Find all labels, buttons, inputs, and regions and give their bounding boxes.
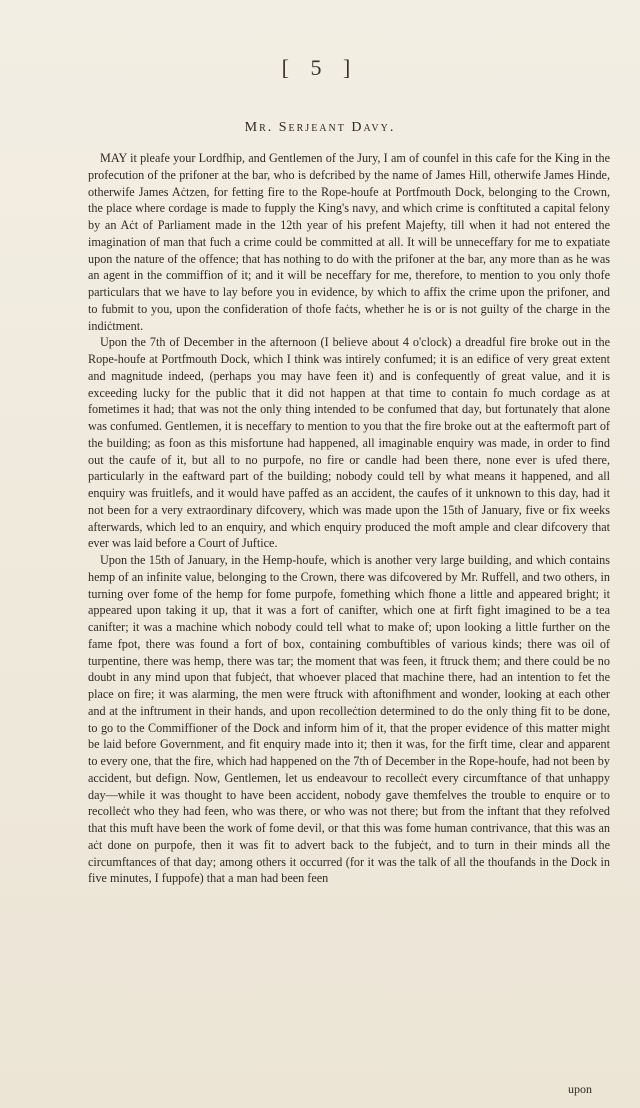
page-number: [ 5 ] (281, 55, 359, 80)
paragraph-discovery-january: Upon the 15th of January, in the Hemp-houfe, which is another very large building, and which contains hemp of an infinite value, belonging to the Crown, there was difcovered by Mr. Ruffell, and two others, in turning over fome of the hemp for fome purpofe, fomething which fhone a little and appeared bright; it appeared upon taking it up, that it was a fort of canifter, which one at firft fight imagined to be a tea canifter; it was a machine which nobody could tell what to make of; upon looking a little further on the fame fpot, there was found a fort of box, containing combuftibles of various kinds; there was oil of turpentine, there was hemp, there was tar; the moment that was feen, it ftruck them; and there could be no doubt in any mind upon that fubjeċt, that whoever placed that machine there, had an intention to fet the place on fire; it was alarming, the men were ftruck with aftonifhment and wonder, looking at each other and at the inftrument in their hands, and upon recolleċtion determined to do the only thing fit to be done, to go to the Commiffioner of the Dock and inform him of it, that the proper evidence of this matter might be laid before Government, and fit enquiry made into it; then it was, for the firft time, clear and apparent to every one, that the fire, which had happened on the 7th of December in the Rope-houfe, had not been by accident, but defign. Now, Gentlemen, let us endeavour to recolleċt every circumftance of that unhappy day—while it was thought to have been accident, nobody gave themfelves the trouble to enquire or to recolleċt who they had feen, who was there, or who was not there; but from the inftant that they refolved that this muft have been the work of fome devil, or that this was fome human contrivance, that this was an aċt done on purpofe, then it was fit to advert back to the fubjeċt, and to turn in their minds all the circumftances of that day; among others it occurred (for it was the talk of all the thoufands in the Dock in five minutes, I fuppofe) that a man had been feen (88, 553, 610, 886)
paragraph-opening: MAY it pleafe your Lordfhip, and Gentlemen of the Jury, I am of counfel in this cafe for the King in the profecution of the prifoner at the bar, who is defcribed by the name of James Hill, otherwife James Hinde, otherwife James Aċtzen, for fetting fire to the Rope-houfe at Portfmouth Dock, belonging to the Crown, the place where cordage is made to fupply the King's navy, and which crime is conftituted a capital felony by an Aċt of Parliament made in the 12th year of his prefent Majefty, till when it had not entered the imagination of man that fuch a crime could be committed at all. It will be unneceffary for me to expatiate upon the nature of the offence; that has nothing to do with the prifoner at the bar, any more than as he was an agent in the commiffion of it; and it will be neceffary for me, therefore, to mention to you only thofe particulars that we have to lay before you in evidence, by which to affix the crime upon the prifoner, and to fubmit to you, upon the confideration of thofe faċts, whether he is or is not guilty of the charge in the indiċtment. (88, 151, 610, 333)
catchword: upon (568, 1082, 592, 1096)
speaker-name: Mr. Serjeant Davy. (244, 120, 396, 135)
body-text (88, 150, 610, 887)
paragraph-fire-december: Upon the 7th of December in the afternoon (I believe about 4 o'clock) a dreadful fire broke out in the Rope-houfe at Portfmouth Dock, which I think was intirely confumed; it is an edifice of very great extent and magnitude indeed, (perhaps you may have feen it) and is confequently of great value, and it is exceeding lucky for the public that it did not happen at that time to contain fo much cordage as at fometimes it had; that was not the only thing intended to be confumed that day, but fortunately that alone was confumed. Gentlemen, it is neceffary to mention to you that the fire broke out at the eaftermoft part of the building; as foon as this misfortune had happened, all imaginable enquiry was made, in order to find out the caufe of it, but all to no purpofe, no fire or candle had been there, none ever is ufed there, particularly in the eaftward part of the building; nobody could tell by what means it happened, and all enquiry was fruitlefs, and it would have paffed as an accident, the caufes of it unknown to this day, had it not been for a very extraordinary difcovery, which was made upon the 15th of January, five or fix weeks afterwards, which led to an enquiry, and which enquiry produced the moft ample and clear difcovery that ever was laid before a Court of Juftice. (88, 335, 610, 551)
speaker-heading (0, 120, 640, 136)
